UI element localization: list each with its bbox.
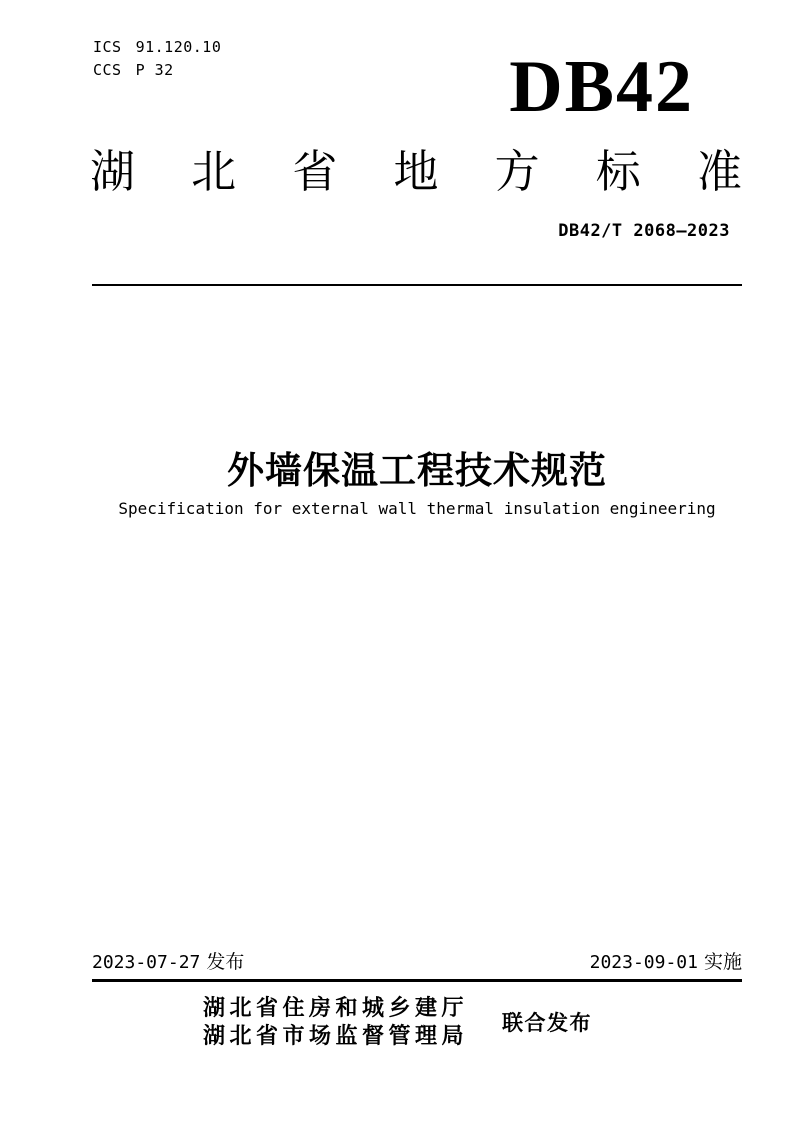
date-row <box>92 951 742 975</box>
standard-number: DB42/T 2068—2023 <box>558 221 730 241</box>
standard-type-char: 湖 <box>90 146 136 197</box>
publisher-block <box>203 994 592 1050</box>
document-title-en: Specification for external wall thermal insulation engineering <box>118 499 716 518</box>
classification-codes <box>93 36 221 82</box>
implement-label: 实施 <box>703 952 742 973</box>
document-title-cn: 外墙保温工程技术规范 <box>227 450 607 491</box>
ics-code-row <box>93 36 221 59</box>
db42-logo: DB42 <box>509 46 694 128</box>
header-rule <box>92 284 742 286</box>
footer-rule <box>92 979 742 982</box>
publisher-line: 湖北省住房和城乡建厅 <box>203 995 469 1020</box>
ccs-code-row <box>93 59 221 82</box>
ics-label: ICS <box>93 38 122 56</box>
standard-type-char: 北 <box>191 146 237 197</box>
implement-date: 2023-09-01 <box>589 952 698 973</box>
standard-type-heading <box>90 146 742 198</box>
standard-type-char: 方 <box>494 146 540 197</box>
joint-publish-label: 联合发布 <box>502 1012 593 1035</box>
standard-type-char: 省 <box>292 146 338 197</box>
ccs-label: CCS <box>93 61 122 79</box>
publisher-names <box>203 994 468 1050</box>
issue-date: 2023-07-27 <box>92 952 201 973</box>
standard-type-char: 标 <box>595 146 641 197</box>
issue-label: 发布 <box>206 952 245 973</box>
ccs-value: P 32 <box>135 61 174 79</box>
standard-type-char: 准 <box>696 146 742 197</box>
ics-value: 91.120.10 <box>135 38 222 56</box>
issue-date-group <box>92 951 244 975</box>
publisher-line: 湖北省市场监督管理局 <box>203 1023 469 1048</box>
standard-type-char: 地 <box>393 146 439 197</box>
implement-date-group <box>590 951 742 975</box>
